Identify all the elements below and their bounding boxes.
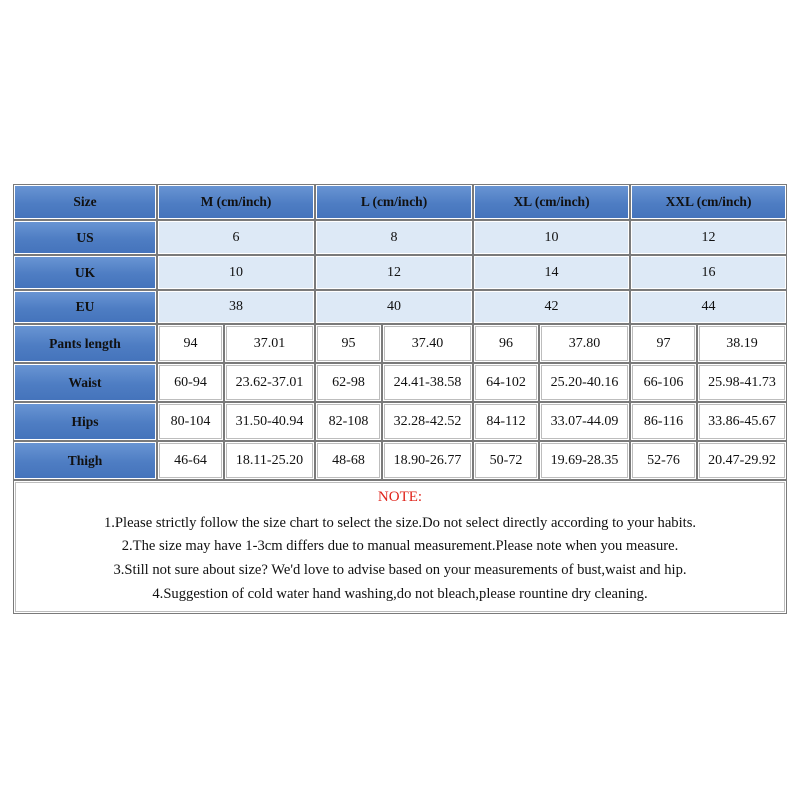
- measure-cm-value: 50-72: [473, 441, 539, 480]
- header-size-3: XL (cm/inch): [473, 184, 630, 220]
- measure-cm-value: 66-106: [630, 363, 697, 402]
- measure-cm-value: 97: [630, 324, 697, 363]
- measure-cm-value: 84-112: [473, 402, 539, 441]
- region-size-value: 8: [315, 220, 473, 255]
- measure-cm-value: 94: [157, 324, 224, 363]
- measure-inch-value: 18.90-26.77: [382, 441, 473, 480]
- note-line-1: 1.Please strictly follow the size chart to select the size.Do not select directly according to your habits.: [103, 515, 697, 531]
- measure-inch-value: 24.41-38.58: [382, 363, 473, 402]
- note-title: NOTE:: [377, 489, 423, 505]
- measure-inch-value: 32.28-42.52: [382, 402, 473, 441]
- region-size-value: 44: [630, 290, 787, 324]
- measure-cm-value: 64-102: [473, 363, 539, 402]
- measure-inch-value: 37.80: [539, 324, 630, 363]
- measure-inch-value: 19.69-28.35: [539, 441, 630, 480]
- measure-inch-value: 23.62-37.01: [224, 363, 315, 402]
- size-chart: [13, 184, 787, 614]
- row-label-region: US: [13, 220, 157, 255]
- measure-cm-value: 96: [473, 324, 539, 363]
- row-label-measure: Thigh: [13, 441, 157, 480]
- region-size-value: 12: [630, 220, 787, 255]
- measure-inch-value: 33.86-45.67: [697, 402, 787, 441]
- region-size-value: 40: [315, 290, 473, 324]
- measure-inch-value: 25.20-40.16: [539, 363, 630, 402]
- measure-inch-value: 20.47-29.92: [697, 441, 787, 480]
- measure-cm-value: 46-64: [157, 441, 224, 480]
- measure-cm-value: 60-94: [157, 363, 224, 402]
- measure-cm-value: 62-98: [315, 363, 382, 402]
- row-label-region: EU: [13, 290, 157, 324]
- measure-inch-value: 31.50-40.94: [224, 402, 315, 441]
- measure-inch-value: 37.40: [382, 324, 473, 363]
- measure-inch-value: 25.98-41.73: [697, 363, 787, 402]
- measure-cm-value: 95: [315, 324, 382, 363]
- row-label-region: UK: [13, 255, 157, 290]
- measure-inch-value: 18.11-25.20: [224, 441, 315, 480]
- measure-cm-value: 86-116: [630, 402, 697, 441]
- row-label-measure: Hips: [13, 402, 157, 441]
- header-size-1: M (cm/inch): [157, 184, 315, 220]
- note-line-4: 4.Suggestion of cold water hand washing,do not bleach,please rountine dry cleaning.: [152, 586, 648, 602]
- row-label-measure: Pants length: [13, 324, 157, 363]
- region-size-value: 12: [315, 255, 473, 290]
- row-label-measure: Waist: [13, 363, 157, 402]
- region-size-value: 16: [630, 255, 787, 290]
- measure-inch-value: 33.07-44.09: [539, 402, 630, 441]
- region-size-value: 6: [157, 220, 315, 255]
- note-line-2: 2.The size may have 1-3cm differs due to manual measurement.Please note when you measure.: [121, 538, 679, 554]
- region-size-value: 38: [157, 290, 315, 324]
- region-size-value: 42: [473, 290, 630, 324]
- region-size-value: 10: [157, 255, 315, 290]
- region-size-value: 14: [473, 255, 630, 290]
- measure-cm-value: 82-108: [315, 402, 382, 441]
- note-line-3: 3.Still not sure about size? We'd love to advise based on your measurements of bust,waist and hip.: [113, 562, 687, 578]
- notes-box: [13, 480, 787, 614]
- header-size-2: L (cm/inch): [315, 184, 473, 220]
- measure-inch-value: 38.19: [697, 324, 787, 363]
- header-size-label: Size: [13, 184, 157, 220]
- header-size-4: XXL (cm/inch): [630, 184, 787, 220]
- measure-cm-value: 52-76: [630, 441, 697, 480]
- region-size-value: 10: [473, 220, 630, 255]
- measure-inch-value: 37.01: [224, 324, 315, 363]
- measure-cm-value: 48-68: [315, 441, 382, 480]
- measure-cm-value: 80-104: [157, 402, 224, 441]
